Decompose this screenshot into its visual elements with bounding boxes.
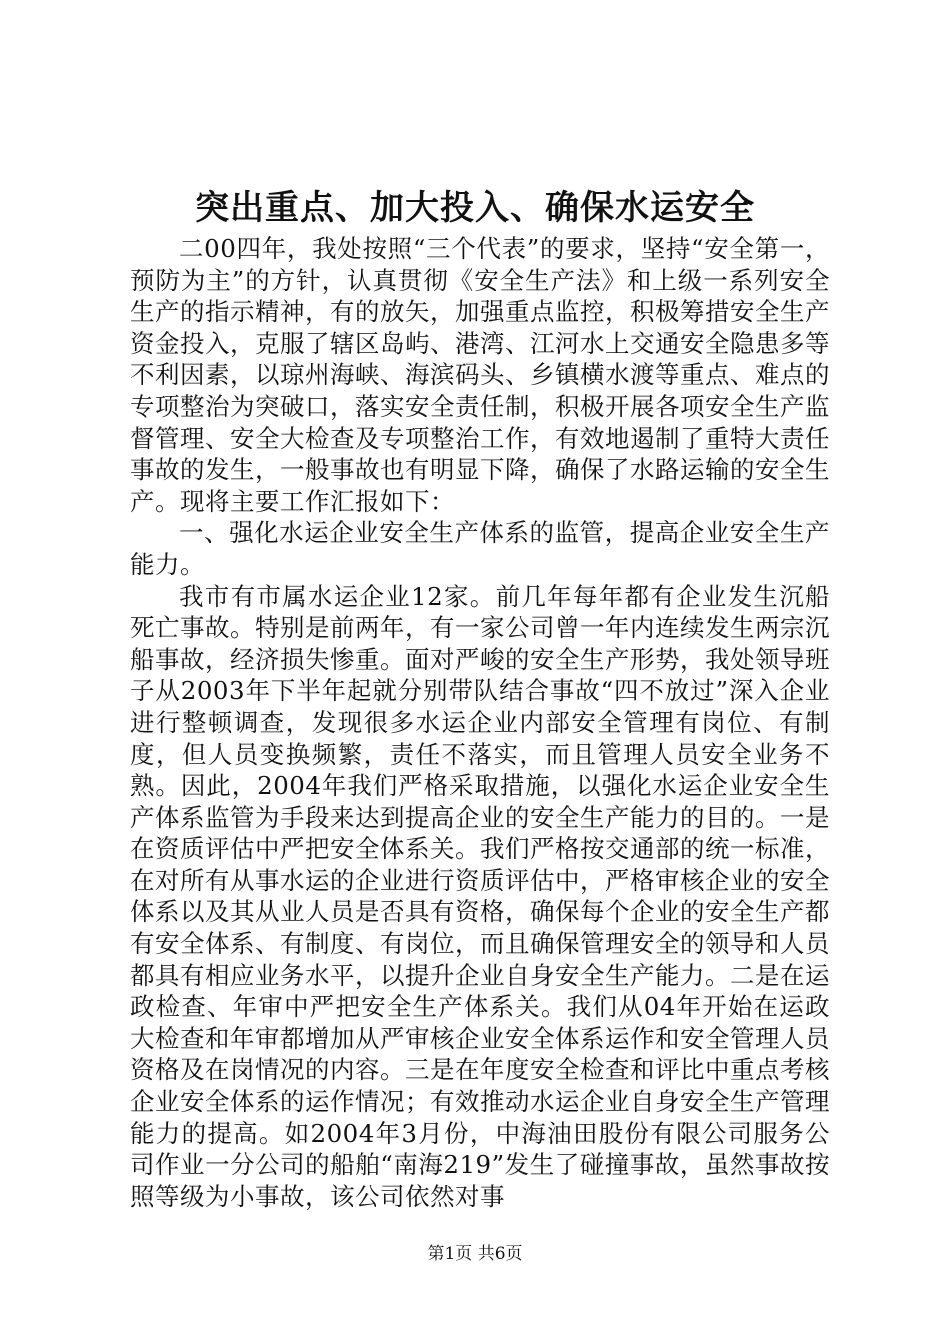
page-number-footer: 第1页 共6页 bbox=[427, 1244, 523, 1264]
document-body bbox=[130, 233, 830, 1212]
section-heading-1: 一、强化水运企业安全生产体系的监管，提高企业安全生产能力。 bbox=[130, 518, 830, 579]
paragraph-intro: 二00四年，我处按照“三个代表”的要求，坚持“安全第一，预防为主”的方针，认真贯彻《安全生产法》和上级一系列安全生产的指示精神，有的放矢，加强重点监控，积极筹措安全生产资金投入，克服了辖区岛屿、港湾、江河水上交通安全隐患多等不利因素，以琼州海峡、海滨码头、乡镇横水渡等重点、难点的专项整治为突破口，落实安全责任制，积极开展各项安全生产监督管理、安全大检查及专项整治工作，有效地遏制了重特大责任事故的发生，一般事故也有明显下降，确保了水路运输的安全生产。现将主要工作汇报如下： bbox=[130, 234, 830, 516]
paragraph-section-1: 我市有市属水运企业12家。前几年每年都有企业发生沉船死亡事故。特别是前两年，有一家公司曾一年内连续发生两宗沉船事故，经济损失惨重。面对严峻的安全生产形势，我处领导班子从2003年下半年起就分别带队结合事故“四不放过”深入企业进行整顿调查，发现很多水运企业内部安全管理有岗位、有制度，但人员变换频繁，责任不落实，而且管理人员安全业务不熟。因此，2004年我们严格采取措施，以强化水运企业安全生产体系监管为手段来达到提高企业的安全生产能力的目的。一是在资质评估中严把安全体系关。我们严格按交通部的统一标准，在对所有从事水运的企业进行资质评估中，严格审核企业的安全体系以及其从业人员是否具有资格，确保每个企业的安全生产都有安全体系、有制度、有岗位，而且确保管理安全的领导和人员都具有相应业务水平，以提升企业自身安全生产能力。二是在运政检查、年审中严把安全生产体系关。我们从04年开始在运政大检查和年审都增加从严审核企业安全体系运作和安全管理人员资格及在岗情况的内容。三是在年度安全检查和评比中重点考核企业安全体系的运作情况；有效推动水运企业自身安全生产管理能力的提高。如2004年3月份，中海油田股份有限公司服务公司作业一分公司的船舶“南海219”发生了碰撞事故，虽然事故按照等级为小事故，该公司依然对事 bbox=[130, 581, 830, 1211]
document-title: 突出重点、加大投入、确保水运安全 bbox=[195, 188, 755, 228]
